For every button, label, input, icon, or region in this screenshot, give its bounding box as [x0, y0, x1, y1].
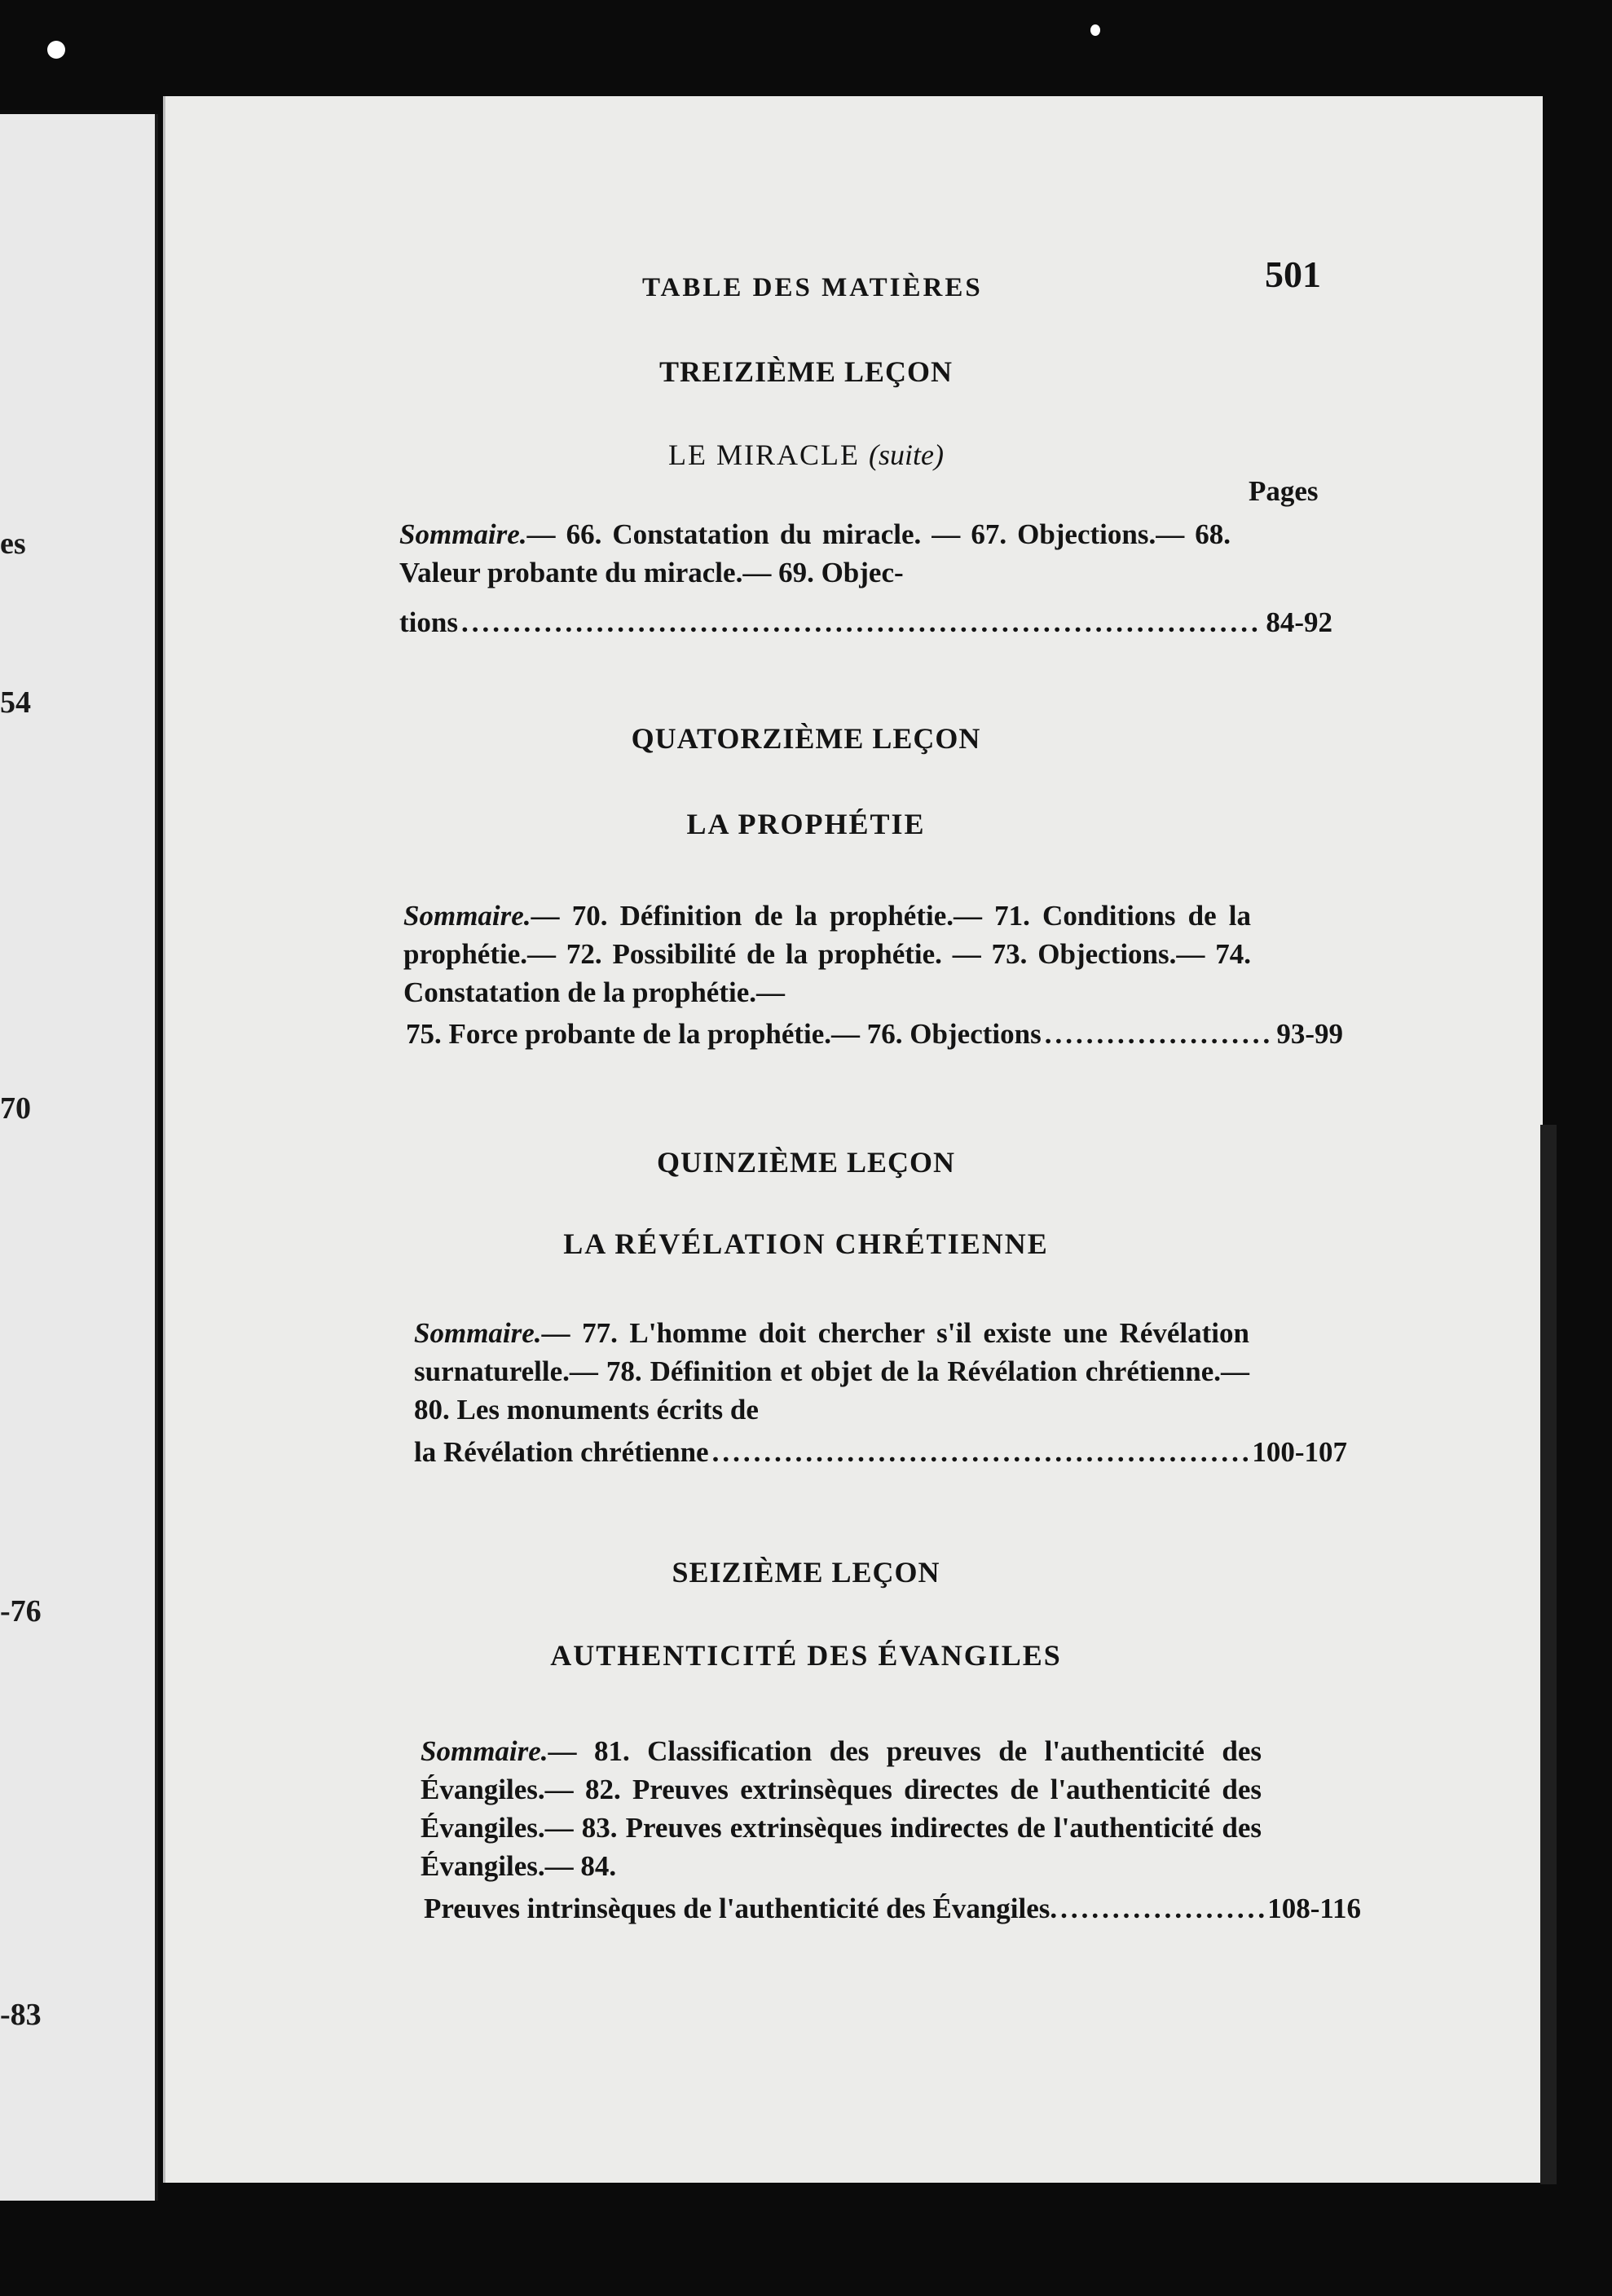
summary-label: Sommaire.	[414, 1317, 542, 1349]
page-range: 93-99	[1276, 1018, 1343, 1050]
subject-title: AUTHENTICITÉ DES ÉVANGILES	[550, 1639, 1062, 1672]
margin-number: es	[0, 527, 26, 561]
dot-leader	[1060, 1889, 1264, 1928]
subject-note: (suite)	[869, 438, 944, 471]
subject-title: LA RÉVÉLATION CHRÉTIENNE	[563, 1227, 1049, 1260]
summary-label: Sommaire.	[421, 1735, 548, 1767]
summary-tail: la Révélation chrétienne	[414, 1436, 709, 1468]
lesson-summary	[414, 1314, 1249, 1429]
margin-number: 70	[0, 1091, 31, 1126]
summary-last-line	[414, 1433, 1347, 1471]
summary-text: — 70. Définition de la prophétie.— 71. Conditions de la prophétie.— 72. Possibilité de la prophétie. — 73. Objections.— 74. Constatation de la prophétie.—	[403, 900, 1251, 1008]
subject-title: LA PROPHÉTIE	[686, 808, 926, 840]
margin-number: -76	[0, 1594, 42, 1628]
lesson-title: SEIZIÈME LEÇON	[672, 1556, 940, 1589]
summary-last-line	[399, 603, 1332, 641]
lesson-summary	[421, 1732, 1262, 1885]
summary-text: — 66. Constatation du miracle. — 67. Objections.— 68. Valeur probante du miracle.— 69. Objec-	[399, 518, 1231, 588]
dot-leader	[1045, 1015, 1274, 1053]
lesson-title: QUATORZIÈME LEÇON	[631, 722, 981, 755]
summary-tail: Preuves intrinsèques de l'authenticité des Évangiles.	[424, 1893, 1058, 1924]
summary-text: — 81. Classification des preuves de l'authenticité des Évangiles.— 82. Preuves extrinsèques directes de l'authenticité des Évangiles.— 83. Preuves extrinsèques indirectes de l'authenticité des Évangiles.— 84.	[421, 1735, 1262, 1882]
subject-text: LE MIRACLE	[668, 438, 860, 471]
running-title: TABLE DES MATIÈRES	[642, 273, 983, 302]
lesson-title: QUINZIÈME LEÇON	[656, 1146, 956, 1179]
page-range: 84-92	[1266, 606, 1332, 638]
summary-text: — 77. L'homme doit chercher s'il existe une Révélation surnaturelle.— 78. Définition et objet de la Révélation chrétienne.— 80. Les monuments écrits de	[414, 1317, 1249, 1426]
pages-column-label: Pages	[1249, 475, 1319, 507]
film-speck	[1090, 24, 1100, 36]
dot-leader	[461, 603, 1262, 641]
summary-label: Sommaire.	[403, 900, 531, 932]
page-number: 501	[1265, 253, 1321, 295]
lesson-title: TREIZIÈME LEÇON	[658, 355, 954, 388]
summary-label: Sommaire.	[399, 518, 527, 550]
dot-leader	[712, 1433, 1249, 1471]
lesson-summary	[403, 897, 1251, 1011]
film-speck	[47, 41, 65, 59]
subject-title	[0, 438, 1612, 472]
summary-last-line	[406, 1015, 1343, 1053]
margin-number: 54	[0, 685, 31, 720]
margin-number: -83	[0, 1998, 42, 2032]
page-range: 100-107	[1252, 1436, 1347, 1468]
lesson-summary	[399, 515, 1231, 592]
page-range: 108-116	[1267, 1893, 1361, 1924]
summary-tail: 75. Force probante de la prophétie.— 76. Objections	[406, 1018, 1042, 1050]
summary-tail: tions	[399, 606, 458, 638]
summary-last-line	[424, 1889, 1361, 1928]
